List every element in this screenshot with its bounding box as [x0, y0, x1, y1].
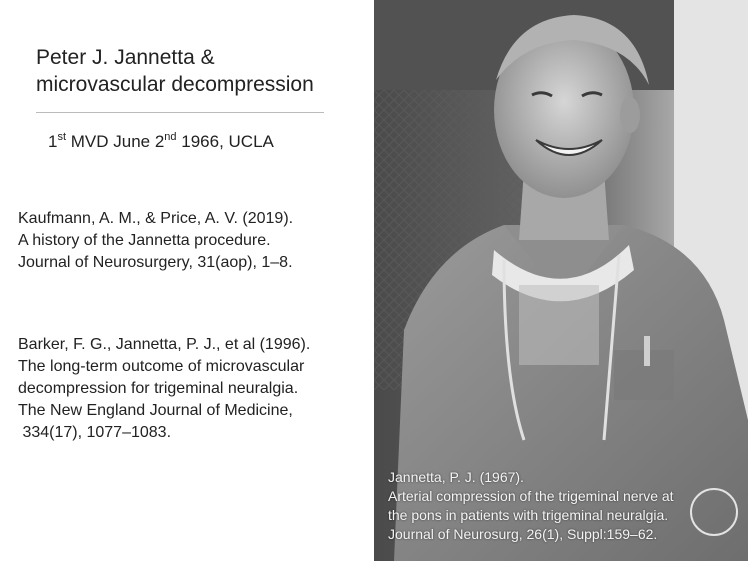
reference-line: A history of the Jannetta procedure.	[18, 232, 271, 249]
slide-title	[36, 44, 336, 98]
subtitle-middle: MVD June 2	[66, 132, 165, 151]
watermark-seal-icon	[690, 488, 738, 536]
reference-kaufmann	[18, 208, 293, 274]
slide-title-line-1: Peter J. Jannetta &	[36, 46, 215, 69]
portrait-photo	[374, 0, 748, 561]
subtitle-suffix: 1966, UCLA	[176, 132, 274, 151]
caption-line: Arterial compression of the trigeminal nerve at	[388, 488, 674, 504]
caption-line: the pons in patients with trigeminal neuralgia.	[388, 507, 669, 523]
reference-line: Kaufmann, A. M., & Price, A. V. (2019).	[18, 210, 294, 227]
reference-barker	[18, 334, 310, 444]
subtitle-ordinal-1: st	[57, 131, 67, 143]
slide-title-line-2: microvascular decompression	[36, 73, 314, 96]
caption-line: Jannetta, P. J. (1967).	[388, 469, 524, 485]
reference-line: The New England Journal of Medicine,	[18, 402, 293, 419]
first-mvd-date	[48, 132, 274, 152]
title-divider	[36, 112, 324, 113]
photo-caption	[388, 468, 674, 544]
reference-line: Barker, F. G., Jannetta, P. J., et al (1996).	[18, 336, 311, 353]
subtitle-prefix: 1	[48, 132, 58, 151]
reference-line: The long-term outcome of microvascular	[18, 358, 305, 375]
reference-line: 334(17), 1077–1083.	[18, 424, 172, 441]
caption-line: Journal of Neurosurg, 26(1), Suppl:159–62.	[388, 526, 658, 542]
reference-line: Journal of Neurosurgery, 31(aop), 1–8.	[18, 254, 293, 271]
reference-line: decompression for trigeminal neuralgia.	[18, 380, 299, 397]
subtitle-ordinal-2: nd	[164, 131, 177, 143]
